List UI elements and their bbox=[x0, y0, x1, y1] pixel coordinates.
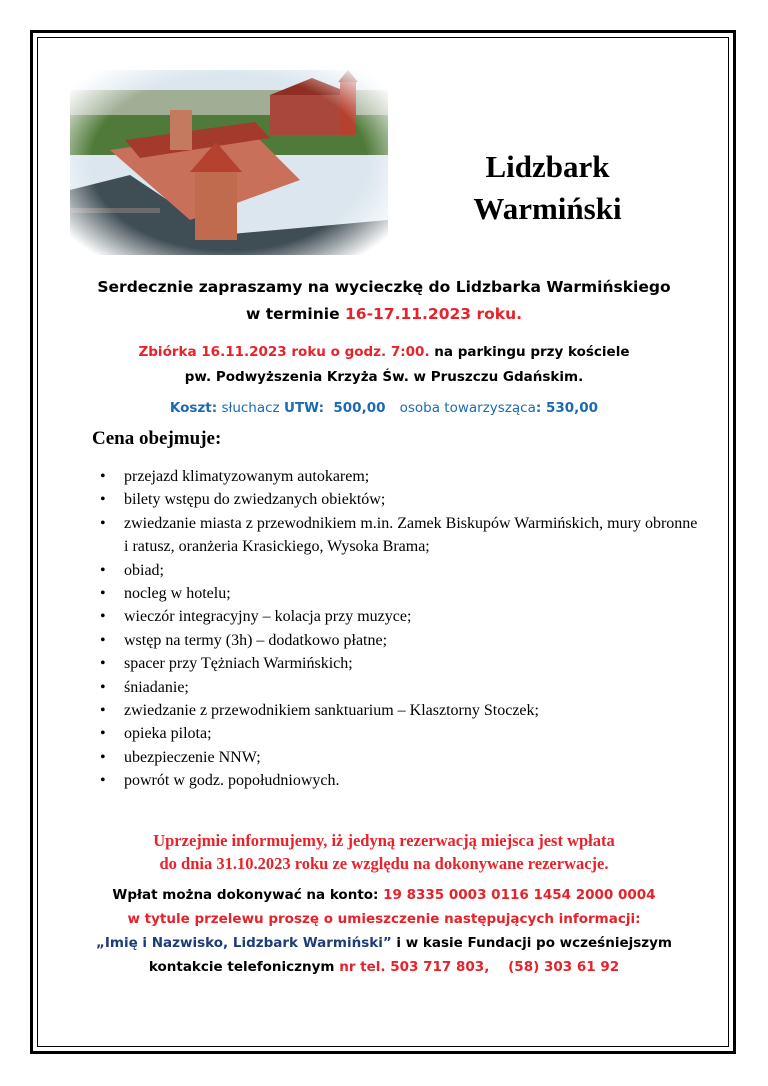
payment-line-1 bbox=[60, 883, 708, 907]
page-title bbox=[430, 146, 665, 230]
invitation-line-2 bbox=[60, 301, 708, 328]
utw-label: UTW: bbox=[283, 400, 324, 416]
title-line-1: Lidzbark bbox=[485, 149, 610, 184]
dates-prefix: w terminie bbox=[246, 305, 346, 323]
list-item bbox=[100, 699, 700, 722]
list-item-text: bilety wstępu do zwiedzanych obiektów; bbox=[124, 491, 386, 509]
list-item bbox=[100, 629, 700, 652]
listener-price: 500,00 bbox=[333, 400, 386, 416]
list-item bbox=[100, 582, 700, 605]
castle-photo bbox=[70, 70, 388, 255]
cost-label: Koszt: bbox=[169, 400, 218, 416]
meeting-line-1 bbox=[60, 340, 708, 365]
bullet: • bbox=[100, 585, 106, 603]
companion-label: osoba towarzysząca bbox=[399, 400, 536, 416]
bullet: • bbox=[100, 468, 106, 485]
meeting-time: Zbiórka 16.11.2023 roku o godz. 7:00. bbox=[138, 344, 430, 360]
phone-number-1: nr tel. 503 717 803, bbox=[339, 959, 490, 975]
list-item bbox=[100, 746, 700, 769]
meeting-info bbox=[60, 340, 708, 390]
list-item bbox=[100, 652, 700, 675]
meeting-line-2: pw. Podwyższenia Krzyża Św. w Pruszczu Gdańskim. bbox=[184, 369, 584, 385]
bullet: • bbox=[100, 748, 106, 766]
transfer-title: „Imię i Nazwisko, Lidzbark Warmiński” bbox=[95, 935, 392, 951]
list-item bbox=[100, 769, 700, 792]
bank-account: 19 8335 0003 0116 1454 2000 0004 bbox=[383, 887, 656, 903]
reservation-notice bbox=[60, 829, 708, 875]
list-item bbox=[100, 512, 700, 559]
list-item-text: śniadanie; bbox=[124, 678, 189, 696]
companion-colon: : bbox=[535, 400, 542, 416]
bullet: • bbox=[100, 491, 106, 509]
list-item-text: wstęp na termy (3h) – dodatkowo płatne; bbox=[124, 631, 388, 649]
church-tower bbox=[340, 80, 356, 135]
list-item-text: opieka pilota; bbox=[124, 725, 212, 743]
list-item-text: zwiedzanie miasta z przewodnikiem m.in. Zamek Biskupów Warmińskich, mury obronne i ratusz, oranżeria Krasickiego, Wysoka Brama; bbox=[124, 514, 698, 556]
cost-info bbox=[60, 398, 708, 418]
bullet: • bbox=[100, 702, 106, 720]
bullet: • bbox=[100, 655, 106, 673]
list-item-text: nocleg w hotelu; bbox=[124, 585, 231, 603]
list-item-text: ubezpieczenie NNW; bbox=[124, 748, 261, 766]
listener-label: słuchacz bbox=[217, 400, 284, 416]
phone-number-2: (58) 303 61 92 bbox=[508, 959, 620, 975]
bridge bbox=[70, 208, 160, 213]
companion-price: 530,00 bbox=[545, 400, 599, 416]
list-item-text: przejazd klimatyzowanym autokarem; bbox=[124, 468, 370, 485]
payment-line-3 bbox=[60, 931, 708, 955]
list-item bbox=[100, 722, 700, 745]
list-item bbox=[100, 465, 700, 488]
payment-info bbox=[60, 883, 708, 979]
title-line-2: Warmiński bbox=[473, 191, 622, 226]
list-item-text: zwiedzanie z przewodnikiem sanktuarium – Klasztorny Stoczek; bbox=[124, 702, 539, 720]
bullet: • bbox=[100, 561, 106, 579]
bullet: • bbox=[100, 608, 106, 626]
round-tower bbox=[195, 170, 237, 240]
payment-line-4 bbox=[60, 955, 708, 979]
invitation-text bbox=[60, 274, 708, 328]
payment-prefix: Wpłat można dokonywać na konto: bbox=[112, 887, 384, 903]
meeting-place: na parkingu przy kościele bbox=[429, 344, 630, 360]
list-item bbox=[100, 488, 700, 511]
bullet: • bbox=[100, 725, 106, 743]
list-item bbox=[100, 559, 700, 582]
notice-line-2: do dnia 31.10.2023 roku ze względu na dokonywane rezerwacje. bbox=[159, 854, 609, 873]
list-item-text: spacer przy Tężniach Warmińskich; bbox=[124, 655, 353, 673]
bullet: • bbox=[100, 772, 106, 790]
trip-dates: 16-17.11.2023 roku. bbox=[345, 305, 522, 323]
list-item-text: obiad; bbox=[124, 561, 164, 579]
contact-prefix: kontakcie telefonicznym bbox=[148, 959, 340, 975]
bullet: • bbox=[100, 678, 106, 696]
bullet: • bbox=[100, 514, 106, 532]
notice-line-1: Uprzejmie informujemy, iż jedyną rezerwacją miejsca jest wpłata bbox=[153, 831, 615, 850]
castle-illustration bbox=[70, 70, 388, 255]
list-item bbox=[100, 605, 700, 628]
list-item bbox=[100, 676, 700, 699]
bullet: • bbox=[100, 631, 106, 649]
list-item-text: powrót w godz. popołudniowych. bbox=[124, 772, 340, 790]
includes-list bbox=[100, 465, 700, 793]
invitation-line-1: Serdecznie zapraszamy na wycieczkę do Lidzbarka Warmińskiego bbox=[97, 278, 671, 296]
payment-line-3-rest: i w kasie Fundacji po wcześniejszym bbox=[391, 935, 672, 951]
includes-heading: Cena obejmuje: bbox=[92, 428, 222, 449]
castle-tower bbox=[170, 110, 192, 150]
payment-line-2: w tytule przelewu proszę o umieszczenie następujących informacji: bbox=[127, 911, 641, 927]
list-item-text: wieczór integracyjny – kolacja przy muzyce; bbox=[124, 608, 412, 626]
